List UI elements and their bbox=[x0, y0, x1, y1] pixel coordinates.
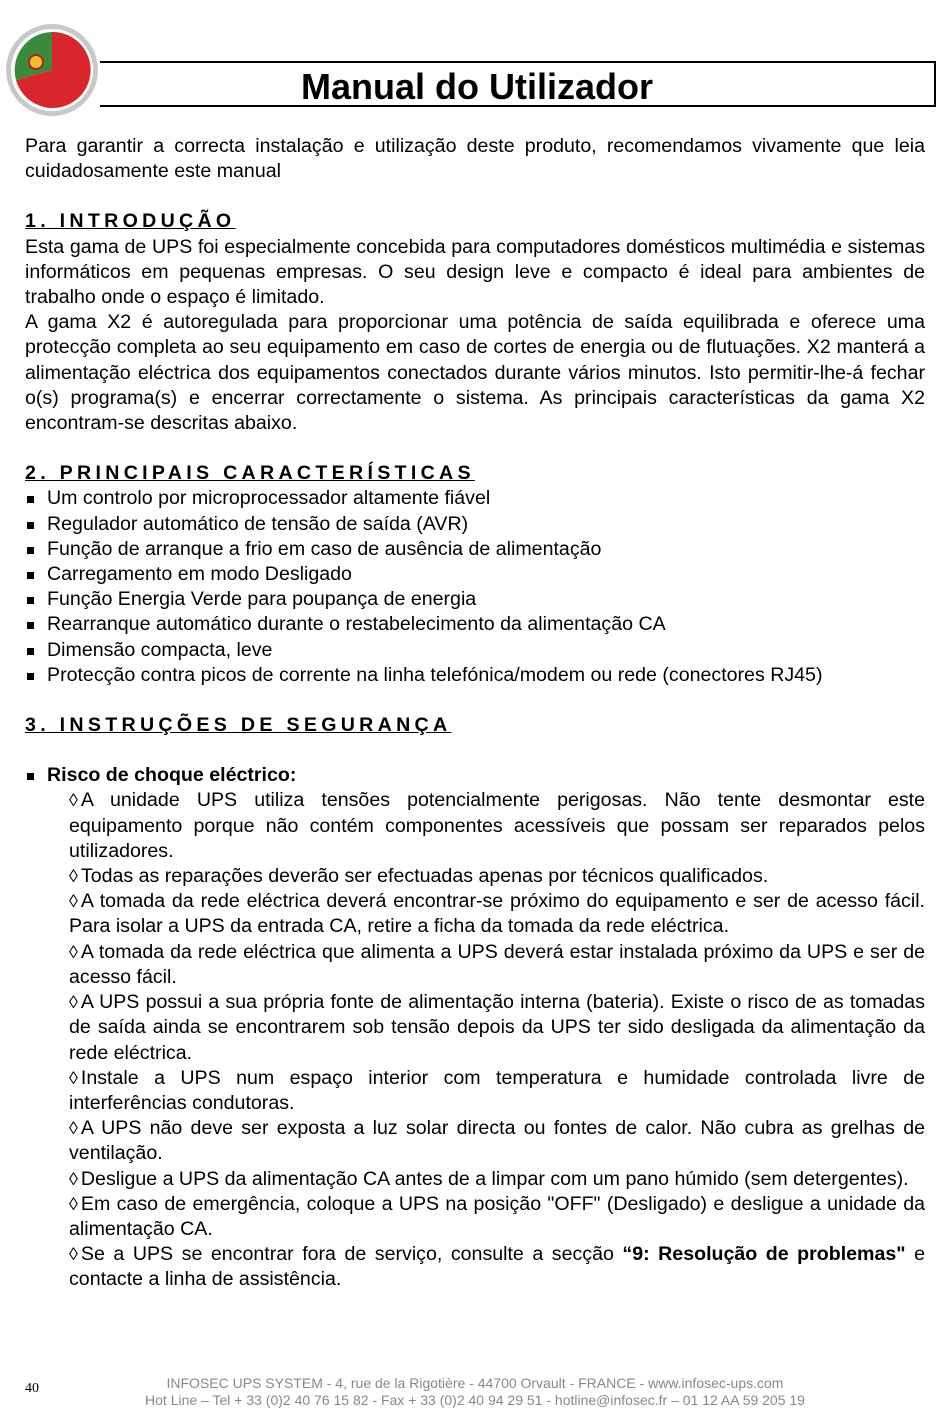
warning-item: ◊ Todas as reparações deverão ser efectuadas apenas por técnicos qualificados. bbox=[69, 865, 769, 888]
section-1-paragraph-2: A gama X2 é autoregulada para proporcionar uma potência de saída equilibrada e oferece uma protecção completa ao seu equipamento em caso de cortes de energia ou de flutuações. X2 manterá a alimentação eléctrica dos equipamentos conectados durante vários minutos. Isto permitir-lhe-á fechar o(s) programa(s) e encerrar correctamente o sistema. As principais características da gama X2 encontram-se descritas abaixo. bbox=[25, 311, 925, 435]
warning-item: ◊ A tomada da rede eléctrica deverá encontrar-se próximo do equipamento e ser de acesso fácil. Para isolar a UPS da entrada CA, retire a ficha da tomada da rede eléctrica. bbox=[69, 890, 925, 938]
section-2-heading: 2. PRINCIPAIS CARACTERÍSTICAS bbox=[25, 462, 475, 485]
document-body bbox=[25, 134, 925, 1293]
warning-item: ◊ Em caso de emergência, coloque a UPS na posição "OFF" (Desligado) e desligue a unidade da alimentação CA. bbox=[69, 1192, 925, 1240]
section-1-paragraph-1: Esta gama de UPS foi especialmente concebida para computadores domésticos multimédia e sistemas informáticos em pequenas empresas. O seu design leve e compacto é ideal para ambientes de trabalho onde o espaço é limitado. bbox=[25, 235, 925, 309]
diamond-icon: ◊ bbox=[69, 891, 78, 912]
warning-item: ◊ Desligue a UPS da alimentação CA antes de a limpar com um pano húmido (sem detergentes). bbox=[69, 1167, 909, 1190]
list-item: Regulador automático de tensão de saída (AVR) bbox=[25, 512, 925, 537]
list-item: Protecção contra picos de corrente na linha telefónica/modem ou rede (conectores RJ45) bbox=[25, 663, 925, 688]
diamond-icon: ◊ bbox=[69, 1168, 78, 1189]
list-item: Um controlo por microprocessador altamente fiável bbox=[25, 486, 925, 511]
footer bbox=[100, 1375, 850, 1409]
diamond-icon: ◊ bbox=[69, 790, 78, 811]
warning-item: ◊ A unidade UPS utiliza tensões potencialmente perigosas. Não tente desmontar este equipamento porque não contém componentes acessíveis que possam ser reparados pelos utilizadores. bbox=[69, 789, 925, 862]
company-logo bbox=[4, 22, 100, 118]
list-item: Dimensão compacta, leve bbox=[25, 638, 925, 663]
list-item: Função Energia Verde para poupança de energia bbox=[25, 587, 925, 612]
footer-address: INFOSEC UPS SYSTEM - 4, rue de la Rigotière - 44700 Orvault - FRANCE - www.infosec-ups.com bbox=[166, 1375, 784, 1391]
intro-paragraph: Para garantir a correcta instalação e utilização deste produto, recomendamos vivamente que leia cuidadosamente este manual bbox=[25, 135, 925, 183]
page-number: 40 bbox=[25, 1381, 39, 1396]
warning-item: ◊ Se a UPS se encontrar fora de serviço, consulte a secção “9: Resolução de problemas" e contacte a linha de assistência. bbox=[69, 1243, 925, 1291]
page-title: Manual do Utilizador bbox=[300, 66, 653, 107]
diamond-icon: ◊ bbox=[69, 866, 78, 887]
footer-contacts: Hot Line – Tel + 33 (0)2 40 76 15 82 - Fax + 33 (0)2 40 94 29 51 - hotline@infosec.fr – 01 12 AA 59 205 19 bbox=[145, 1392, 805, 1408]
section-reference: “9: Resolução de problemas" bbox=[622, 1243, 906, 1266]
diamond-icon: ◊ bbox=[69, 1118, 78, 1139]
section-3-heading: 3. INSTRUÇÕES DE SEGURANÇA bbox=[25, 714, 452, 737]
title-box bbox=[100, 61, 936, 107]
features-list bbox=[25, 486, 925, 688]
risk-title: Risco de choque eléctrico: bbox=[25, 763, 925, 788]
section-1-heading: 1. INTRODUÇÃO bbox=[25, 210, 236, 233]
warning-item: ◊ A UPS não deve ser exposta a luz solar directa ou fontes de calor. Não cubra as grelhas de ventilação. bbox=[69, 1117, 925, 1165]
list-item: Carregamento em modo Desligado bbox=[25, 562, 925, 587]
warning-item: ◊ A UPS possui a sua própria fonte de alimentação interna (bateria). Existe o risco de as tomadas de saída ainda se encontrarem sob tensão depois da UPS ter sido desligada da alimentação da rede eléctrica. bbox=[69, 991, 925, 1064]
list-item: Função de arranque a frio em caso de ausência de alimentação bbox=[25, 537, 925, 562]
diamond-icon: ◊ bbox=[69, 1244, 78, 1265]
list-item: Rearranque automático durante o restabelecimento da alimentação CA bbox=[25, 612, 925, 637]
warning-item: ◊ Instale a UPS num espaço interior com temperatura e humidade controlada livre de interferências condutoras. bbox=[69, 1066, 925, 1114]
diamond-icon: ◊ bbox=[69, 992, 78, 1013]
diamond-icon: ◊ bbox=[69, 941, 78, 962]
diamond-icon: ◊ bbox=[69, 1067, 78, 1088]
warning-item: ◊ A tomada da rede eléctrica que alimenta a UPS deverá estar instalada próximo da UPS e ser de acesso fácil. bbox=[69, 940, 925, 988]
diamond-icon: ◊ bbox=[69, 1193, 78, 1214]
